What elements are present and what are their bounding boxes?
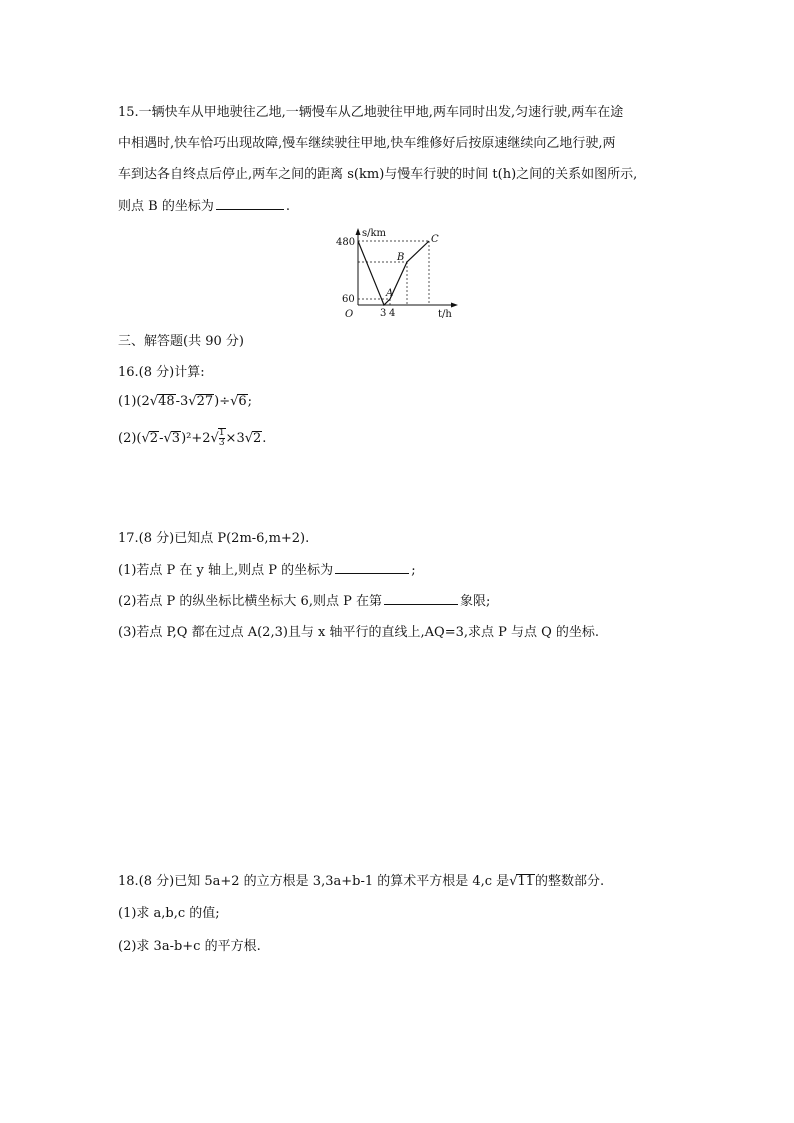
q17-p1-answer-blank[interactable] [335,561,409,574]
s-axis-arrow [356,228,361,235]
s-axis-label: s/km [362,228,387,239]
point-b-label: B [397,252,405,263]
q18-part-1: (1)求 a,b,c 的值; [118,906,220,921]
q16-p1-text-c: )÷ [214,394,231,409]
q17-p2-answer-blank[interactable] [384,592,458,605]
fraction-numerator: 1 [218,428,225,438]
q18-stem-text: 18.(8 分)已知 5a+2 的立方根是 3,3a+b-1 的算术平方根是 4,c 是 [118,874,510,889]
q17-part-1 [118,561,416,580]
q16-p2-text-a: (2)( [118,431,142,446]
q16-p2-fraction [219,429,225,448]
q15-line-2: 中相遇时,快车恰巧出现故障,慢车继续驶往甲地,快车维修好后按原速继续向乙地行驶,两 [118,136,616,151]
q16-p1-radicand-48: 48 [158,394,175,409]
q16-p1-radicand-6: 6 [238,394,247,409]
y-tick-480: 480 [336,237,356,248]
q15-prompt: 则点 B 的坐标为 [118,199,214,214]
distance-curve [358,241,429,305]
q17-part-2 [118,592,490,611]
q18-radicand-11: 11 [517,874,535,889]
q16-p1-radicand-27: 27 [196,394,214,409]
q16-p2-text-b: - [159,431,164,446]
q16-p1-text-d: ; [247,394,253,409]
origin-label: O [345,309,354,320]
q16-p1-text-b: -3 [175,394,189,409]
q18-part-2: (2)求 3a-b+c 的平方根. [118,939,261,954]
distance-time-graph [334,224,464,320]
q17-part-3: (3)若点 P,Q 都在过点 A(2,3)且与 x 轴平行的直线上,AQ=3,求点 P 与点 Q 的坐标. [118,625,600,640]
q17-p1-semicolon: ; [411,563,416,578]
x-tick-4: 4 [389,308,396,319]
q15-line-3: 车到达各自终点后停止,两车之间的距离 s(km)与慢车行驶的时间 t(h)之间的关系如图所示, [118,167,638,182]
q16-p2-text-c: )²+2 [181,431,211,446]
section-3-title: 三、解答题(共 90 分) [118,334,244,349]
q15-period: . [285,199,290,214]
q16-part-1: (1)(2√48-3√27)÷√6; [118,394,253,409]
q15-line-4 [118,197,290,216]
y-tick-60: 60 [342,294,355,305]
x-tick-3: 3 [380,308,387,319]
q16-p2-text-d: ×3 [225,431,245,446]
q17-stem: 17.(8 分)已知点 P(2m-6,m+2). [118,531,310,546]
q16-p2-text-e: . [262,431,267,446]
q15-answer-blank[interactable] [216,197,284,210]
q16-p2-radicand-2: 2 [149,431,159,446]
t-axis-label: t/h [438,309,452,320]
q17-p2-text-post: 象限; [459,594,491,609]
t-axis-arrow [451,303,458,308]
q15-line-1: 15.一辆快车从甲地驶往乙地,一辆慢车从乙地驶往甲地,两车同时出发,匀速行驶,两车在途 [118,105,624,120]
q16-p2-radicand-3: 3 [171,431,181,446]
q16-p2-radicand-2b: 2 [253,431,262,446]
q17-p2-text: (2)若点 P 的纵坐标比横坐标大 6,则点 P 在第 [118,594,382,609]
q18-stem-text-post: 的整数部分. [535,874,605,889]
q17-p1-text: (1)若点 P 在 y 轴上,则点 P 的坐标为 [118,563,334,578]
point-a-label: A [386,288,394,299]
point-c-label: C [431,234,439,245]
q16-stem: 16.(8 分)计算: [118,365,205,380]
q16-p1-text-a: (1)(2 [118,394,150,409]
q18-stem: 18.(8 分)已知 5a+2 的立方根是 3,3a+b-1 的算术平方根是 4,c 是√11的整数部分. [118,874,605,889]
q16-part-2: (2)(√2-√3)²+2√ $\frac{1}{3}$ ×3√2. [118,428,267,448]
fraction-denominator: 3 [218,438,225,448]
